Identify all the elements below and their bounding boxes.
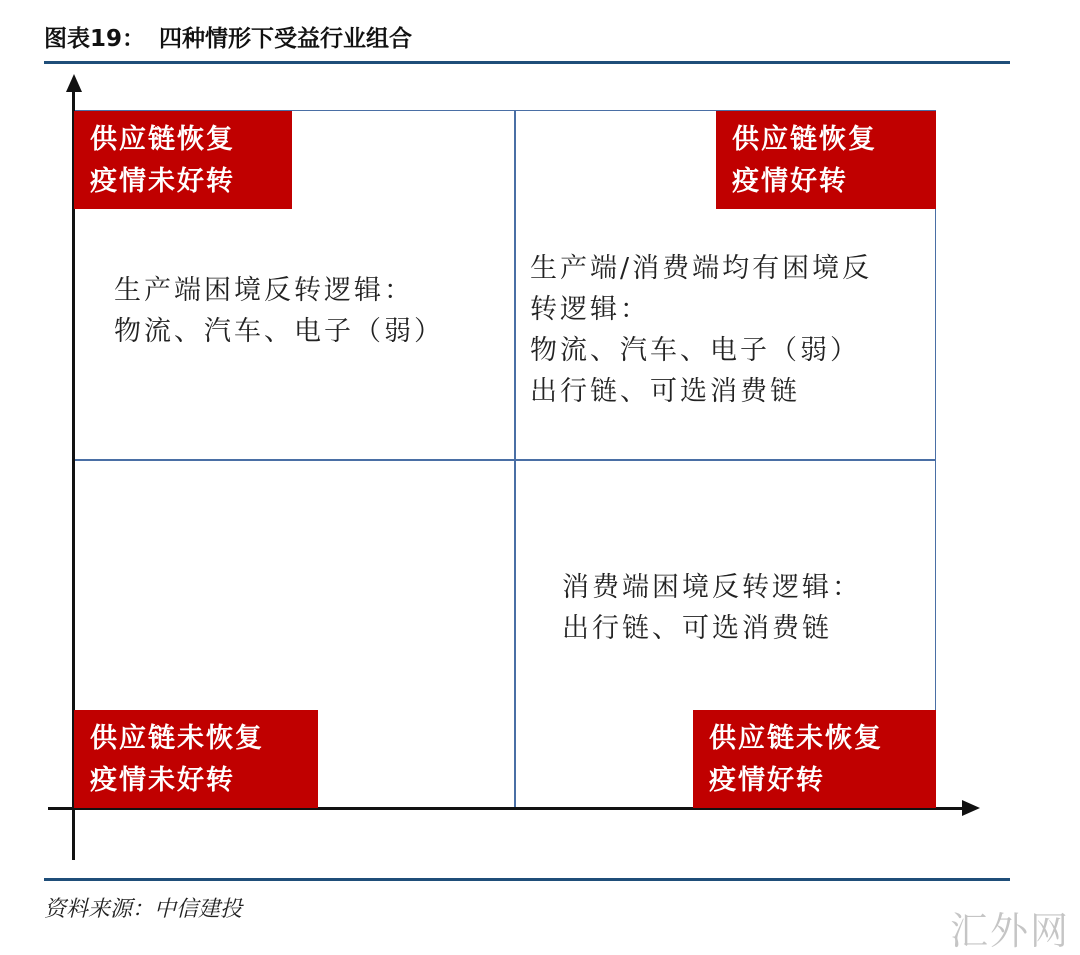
tag-line: 疫情未好转 [90,765,235,796]
quadrant-text-line: 出行链、可选消费链 [562,613,832,644]
quadrant-text-line: 消费端困境反转逻辑： [562,572,862,603]
x-axis-arrow-icon [962,800,980,816]
tag-line: 疫情好转 [709,765,825,796]
quadrant-tag-bottom-right [693,710,936,808]
tag-line: 供应链未恢复 [709,723,883,754]
quadrant-text-top-left [114,270,444,352]
quadrant-tag-top-right [716,111,936,209]
horizontal-divider [74,459,936,461]
quadrant-text-line: 生产端/消费端均有困境反 [530,253,873,284]
watermark: 汇外网 [950,909,1071,953]
source-note: 资料来源：中信建投 [44,897,243,922]
figure-label: 图表19： [44,26,146,52]
quadrant-text-line: 出行链、可选消费链 [530,376,800,407]
source-rule [44,878,1010,881]
quadrant-text-bottom-right [562,567,862,649]
quadrant-tag-top-left [74,111,292,209]
title-rule [44,61,1010,64]
quadrant-tag-bottom-left [74,710,318,808]
tag-line: 供应链恢复 [732,124,877,155]
quadrant-text-line: 物流、汽车、电子（弱） [114,316,444,347]
tag-line: 供应链恢复 [90,124,235,155]
quadrant-text-line: 转逻辑： [530,294,650,325]
tag-line: 疫情好转 [732,166,848,197]
y-axis-arrow-icon [66,74,82,92]
tag-line: 疫情未好转 [90,166,235,197]
figure-title-text: 四种情形下受益行业组合 [159,26,413,52]
tag-line: 供应链未恢复 [90,723,264,754]
quadrant-text-top-right [530,248,872,412]
figure-title [44,20,412,53]
quadrant-text-line: 物流、汽车、电子（弱） [530,335,860,366]
quadrant-text-line: 生产端困境反转逻辑： [114,275,414,306]
